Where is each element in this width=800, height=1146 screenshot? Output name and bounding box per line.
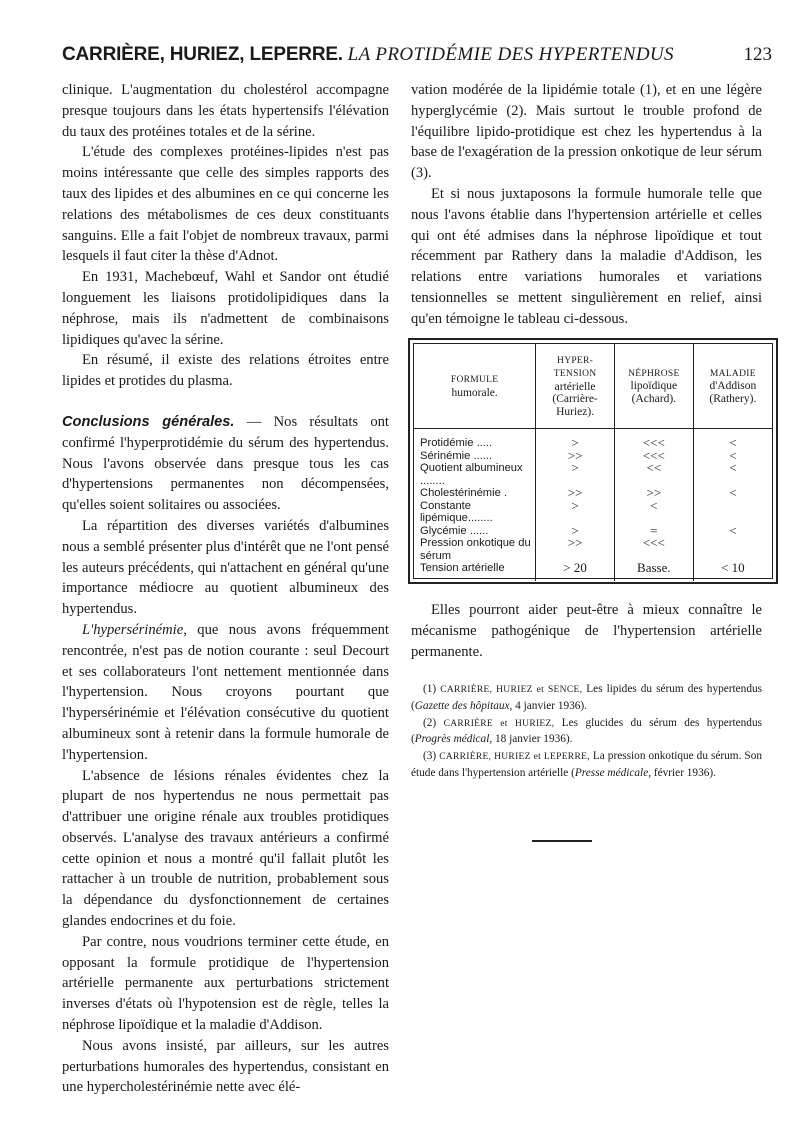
row-label: Pression onkotique du sérum (420, 537, 531, 562)
paragraph: L'étude des complexes protéines-lipides n'est pas moins intéressante que celle des simples rapports des taux des lipides et des albumines en ce qui concerne les relations des métabolismes de ces deux constituants sanguins. Elle a fait l'objet de nombreux travaux, parmi lesquels il faut citer la thèse d'Adnot. (62, 144, 389, 265)
row-label: Quotient albumineux ........ (420, 462, 523, 487)
header-addison (693, 344, 772, 429)
footnote-number: (3) (423, 750, 437, 763)
footnote-2 (411, 716, 762, 749)
footnote-date: février 1936). (651, 766, 716, 779)
paragraph: vation modérée de la lipidémie totale (1), et en une légère hyperglycémie (2). Mais surtout le trouble profond de l'équilibre lipido-protidique est chez les hypertendus à la base de l'exagération de la pression onkotique de leur sérum (3). (411, 82, 762, 182)
section-title: Conclusions générales. (62, 413, 235, 430)
header-title: LA PROTIDÉMIE DES HYPERTENDUS (347, 44, 674, 65)
footnote-3 (411, 749, 762, 782)
running-header (62, 44, 772, 72)
cell-addison: < 10 (693, 562, 772, 575)
header-text: d'Addison (709, 380, 757, 393)
cell-addison: < (693, 487, 772, 500)
footnote-number: (1) (423, 683, 437, 695)
header-text: MALADIE (709, 368, 756, 379)
emphasis: L'hypersérinémie, (82, 621, 187, 638)
cell-hypertension: >> (536, 537, 615, 562)
row-label: Constante lipémique........ (420, 499, 493, 524)
header-text: artérielle (554, 380, 596, 393)
paragraph: En résumé, il existe des relations étroites entre lipides et protides du plasma. (62, 352, 389, 390)
table-row (414, 450, 772, 463)
cell-hypertension: > (536, 525, 615, 538)
cell-hypertension: >> (536, 487, 615, 500)
row-label: Protidémie ..... (420, 437, 493, 449)
cell-nephrose: <<< (614, 537, 693, 562)
header-hypertension (536, 344, 615, 429)
header-text: HYPER- (557, 355, 594, 366)
cell-hypertension: > (536, 437, 615, 450)
table-row (414, 525, 772, 538)
humoral-formula-table (414, 344, 772, 581)
header-nephrose (614, 344, 693, 429)
paragraph-text: que nous avons fréquemment rencontrée, n'est pas de notion courante : seul Decourt et ses collaborateurs l'ont nettement mentionnée dans l'hypertension. Nous croyons pourtant que l'hypersérinémie et l'élévation consécutive du quotient albumineux sont à retenir dans la formule humorale de l'hypertension. (62, 621, 389, 763)
cell-hypertension: > 20 (536, 562, 615, 575)
paragraph: Nous avons insisté, par ailleurs, sur les autres perturbations humorales des hypertendus, consistant en une hypercholestérinémie nette avec élé- (62, 1037, 389, 1096)
cell-nephrose: >> (614, 487, 693, 500)
footnote-text: La pression onkotique du sérum. Son étude dans l'hypertension artérielle ( (411, 750, 762, 779)
cell-addison: < (693, 437, 772, 450)
header-text: humorale. (451, 386, 498, 399)
cell-nephrose: < (614, 500, 693, 525)
paragraph: clinique. L'augmentation du cholestérol accompagne presque toujours dans les états hypertensifs l'élévation du taux des protéines totales et de la sérine. (62, 82, 389, 140)
footnote-date: 4 janvier 1936). (512, 699, 588, 712)
header-formule (414, 344, 536, 429)
paragraph: Elles pourront aider peut-être à mieux connaître le mécanisme pathogénique de l'hypertension artérielle permanente. (411, 602, 762, 660)
page-number: 123 (743, 44, 772, 65)
paragraph: En 1931, Machebœuf, Wahl et Sandor ont étudié longuement les liaisons protidolipidiques dans la néphrose, mais ils n'admettent de combinaisons lipidiques qu'avec la sérine. (62, 269, 389, 348)
header-text: TENSION (553, 369, 597, 380)
cell-nephrose: Basse. (614, 562, 693, 575)
cell-addison (693, 537, 772, 562)
cell-nephrose: = (614, 525, 693, 538)
cell-hypertension: > (536, 500, 615, 525)
footnote-source: Gazette des hôpitaux, (414, 699, 513, 712)
row-label: Glycémie ...... (420, 524, 489, 537)
table-row (414, 437, 772, 450)
footnote-1 (411, 682, 762, 715)
footnote-text: Les glucides du sérum des hypertendus ( (411, 716, 762, 746)
header-text: lipoïdique (630, 380, 678, 393)
footnote-authors: CARRIÈRE, HURIEZ et LEPERRE, (439, 752, 590, 763)
header-text: FORMULE (450, 375, 499, 385)
footnote-authors: CARRIÈRE, HURIEZ et SENCE, (440, 685, 583, 695)
row-label: Tension artérielle (420, 562, 505, 574)
footnote-source: Progrès médical, (414, 733, 493, 746)
paragraph: Et si nous juxtaposons la formule humorale telle que nous l'avons établie dans l'hypertension artérielle et celles qui ont été admises dans la néphrose lipoïdique et tout récemment par Rathery dans la maladie d'Addison, les relations entre variations humorales et variations tensionnelles se mettent singulièrement en relief, ainsi qu'en témoigne le tableau ci-dessous. (411, 185, 762, 327)
conclusions-paragraph (62, 412, 389, 516)
cell-addison: < (693, 462, 772, 487)
table-row (414, 562, 772, 575)
paragraph: L'absence de lésions rénales évidentes chez la plupart de nos hypertendus ne nous permettait pas d'attribuer une origine rénale aux troubles protidiques observés. L'analyse des travaux antérieurs a confirmé cette opinion et nous a montré qu'il fallait plutôt les rattacher à un trouble de nutrition, probablement sous la dépendance du dysfonctionnement de certaines glandes endocrines et du foie. (62, 767, 389, 930)
table-row (414, 462, 772, 487)
header-text: (Rathery). (709, 392, 757, 405)
row-label: Cholestérinémie . (420, 487, 508, 499)
cell-addison (693, 500, 772, 525)
cell-nephrose: <<< (614, 450, 693, 463)
header-text: (Achard). (631, 392, 677, 405)
header-text: (Carrière- (552, 393, 598, 406)
row-label: Sérinémie ...... (420, 449, 493, 462)
left-column (62, 80, 389, 1098)
cell-nephrose: <<< (614, 437, 693, 450)
cell-hypertension: > (536, 462, 615, 487)
cell-nephrose: << (614, 462, 693, 487)
cell-addison: < (693, 525, 772, 538)
footnote-text: Les lipides du sérum des hypertendus ( (411, 683, 763, 712)
header-authors: CARRIÈRE, HURIEZ, LEPERRE. (62, 44, 343, 65)
footnote-authors: CARRIÈRE et HURIEZ, (443, 718, 555, 729)
footnote-number: (2) (423, 716, 437, 729)
end-rule (532, 840, 592, 842)
humoral-formula-table-frame (408, 338, 778, 584)
closing-paragraph-block (411, 600, 762, 662)
table-body (414, 429, 772, 581)
header-text: Huriez). (556, 405, 595, 418)
paragraph: Par contre, nous voudrions terminer cette étude, en opposant la formule protidique de l'hypertension artérielle permanente aux perturbations strictement inverses d'états où l'hypotension est de règle, telles la néphrose lipoïdique et la maladie d'Addison. (62, 933, 389, 1034)
header-text: NÉPHROSE (628, 368, 680, 379)
table-row (414, 500, 772, 525)
cell-hypertension: >> (536, 450, 615, 463)
paragraph-text: — Nos résultats ont confirmé l'hyperprotidémie du sérum des hypertendus. Nous l'avons observée dans presque tous les cas d'hypertensions permanentes non décompensées, qu'elles soient solitaires ou associées. (62, 413, 389, 514)
table-row (414, 487, 772, 500)
right-column (411, 80, 762, 330)
cell-addison: < (693, 450, 772, 463)
footnotes (411, 682, 762, 783)
paragraph (62, 620, 389, 766)
table-row (414, 537, 772, 562)
paragraph: La répartition des diverses variétés d'albumines nous a semblé présenter plus d'intérêt que ne l'ont pensé les auteurs précédents, qui n'attachent en général qu'une importance médiocre au quotient albumineux des hypertendus. (62, 517, 389, 618)
footnote-source: Presse médicale, (574, 766, 652, 779)
footnote-date: 18 janvier 1936). (492, 733, 573, 746)
